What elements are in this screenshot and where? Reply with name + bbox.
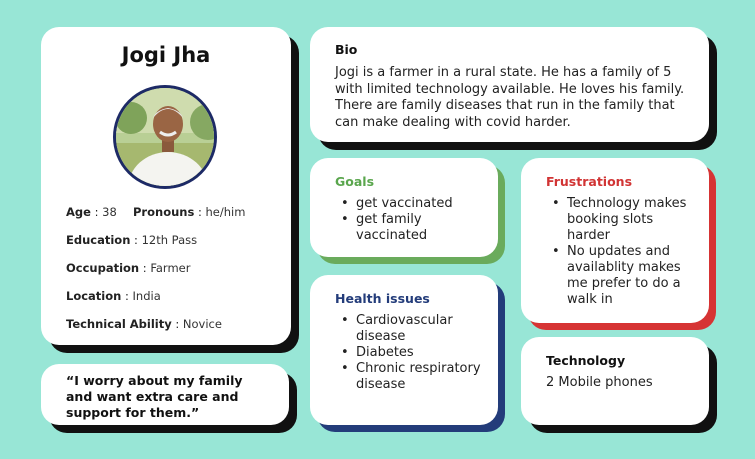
occupation-value: Farmer [150, 261, 191, 275]
age-label: Age [66, 205, 91, 219]
goals-title: Goals [335, 174, 375, 189]
age-field: Age : 38 [66, 205, 117, 219]
location-value: India [132, 289, 161, 303]
age-value: 38 [102, 205, 117, 219]
location-label: Location [66, 289, 122, 303]
list-item: • Cardiovascular disease [335, 313, 485, 345]
pronouns-label: Pronouns [133, 205, 195, 219]
education-value: 12th Pass [141, 233, 198, 247]
avatar-photo [116, 88, 217, 189]
technical-ability-label: Technical Ability [66, 317, 172, 331]
health-issues-list [335, 313, 485, 393]
pronouns-value: he/him [205, 205, 246, 219]
occupation-field: Occupation : Farmer [66, 261, 191, 275]
location-field: Location : India [66, 289, 161, 303]
list-item: • Technology makes booking slots harder [546, 196, 696, 244]
list-item: • get family vaccinated [335, 212, 485, 244]
frustrations-list [546, 196, 696, 308]
frustrations-card [521, 158, 709, 323]
health-issues-title: Health issues [335, 291, 430, 306]
list-item: • get vaccinated [335, 196, 485, 212]
list-item: • Diabetes [335, 345, 485, 361]
technology-title: Technology [546, 353, 626, 368]
list-item: • Chronic respiratory disease [335, 361, 485, 393]
education-label: Education [66, 233, 131, 247]
quote-text: “I worry about my family and want extra care and support for them.” [66, 373, 243, 420]
technology-text: 2 Mobile phones [546, 375, 653, 390]
profile-card [41, 27, 291, 345]
technical-ability-field: Technical Ability : Novice [66, 317, 222, 331]
bio-text: Jogi is a farmer in a rural state. He has a family of 5 with limited technology available. He loves his family. There are family diseases that run in the family that can make dealing with covid harder. [335, 65, 685, 130]
pronouns-field: Pronouns : he/him [133, 205, 246, 219]
occupation-label: Occupation [66, 261, 140, 275]
goals-list [335, 196, 485, 244]
list-item: • No updates and availablity makes me prefer to do a walk in [546, 244, 696, 308]
technology-card [521, 337, 709, 425]
quote-card [41, 364, 289, 425]
avatar [113, 85, 217, 189]
technical-ability-value: Novice [182, 317, 222, 331]
goals-card [310, 158, 498, 257]
health-issues-card [310, 275, 498, 425]
persona-name: Jogi Jha [121, 43, 211, 67]
bio-title: Bio [335, 42, 358, 57]
frustrations-title: Frustrations [546, 174, 633, 189]
education-field: Education : 12th Pass [66, 233, 198, 247]
bio-card [310, 27, 709, 142]
